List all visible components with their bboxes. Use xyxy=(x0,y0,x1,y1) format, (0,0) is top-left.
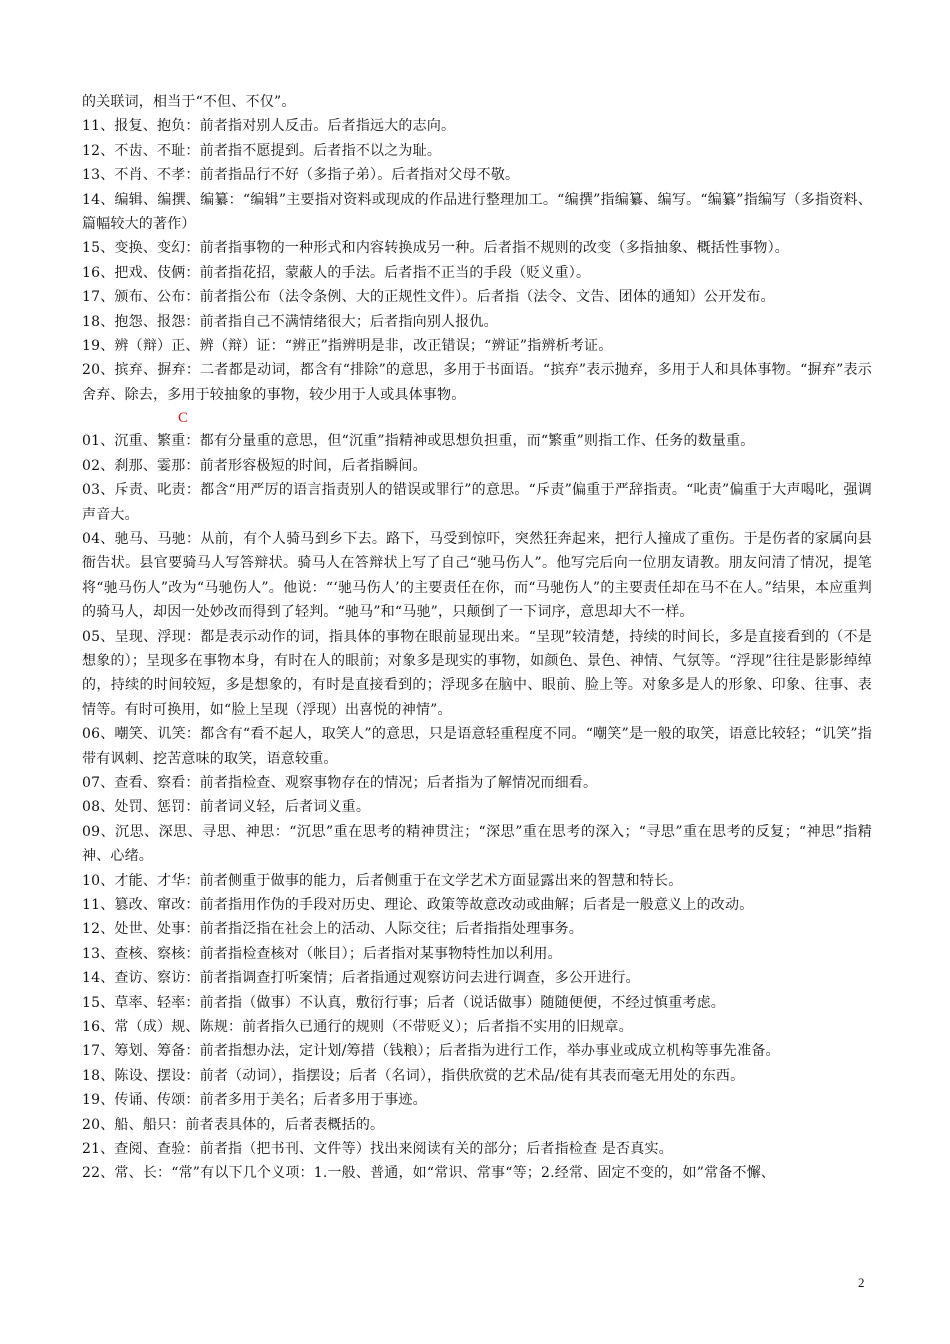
entry-paragraph: 15、草率、轻率：前者指（做事）不认真，敷衍行事；后者（说话做事）随随便便，不经过慎重考虑。 xyxy=(82,994,726,1011)
entry-paragraph: 11、篡改、窜改：前者指用作伪的手段对历史、理论、政策等故意改动或曲解；后者是一般意义上的改动。 xyxy=(82,897,754,913)
entry-paragraph: 17、筹划、筹备：前者指想办法，定计划/筹措（钱粮）；后者指为进行工作，举办事业或成立机构等事先准备。 xyxy=(82,1043,780,1060)
entry-paragraph: 12、处世、处事：前者指泛指在社会上的活动、人际交往；后者指指处理事务。 xyxy=(82,921,584,938)
entry-paragraph: 01、沉重、繁重：都有分量重的意思，但“沉重”指精神或思想负担重，而“繁重”则指工作、任务的数量重。 xyxy=(82,433,755,450)
entry-paragraph: 18、陈设、摆设：前者（动词），指摆设；后者（名词），指供欣赏的艺术品/徒有其表而毫无用处的东西。 xyxy=(82,1067,745,1084)
entry-paragraph: 13、不肖、不孝：前者指品行不好（多指子弟）。后者指对父母不敬。 xyxy=(82,167,520,184)
entry-paragraph: 05、呈现、浮现：都是表示动作的词，指具体的事物在眼前显现出来。“呈现”较清楚，持续的时间长，多是直接看到的（不是想象的）；呈现多在事物本身，有时在人的眼前；对象多是现实的事物，如颜色、景色、神情、气氛等。“浮现”往往是影影绰绰的，持续的时间较短，多是想象的，有时是直接看到的；浮现多在脑中、眼前、脸上等。对象多是人的形象、印象、往事、表情等。有时可换用，如“脸上呈现（浮现）出喜悦的神情”。 xyxy=(82,628,872,718)
entry-paragraph: 20、船、船只：前者表具体的，后者表概括的。 xyxy=(82,1116,385,1133)
entry-paragraph: 02、刹那、霎那：前者形容极短的时间，后者指瞬间。 xyxy=(82,457,427,474)
entry-paragraph: 16、把戏、伎俩：前者指花招，蒙蔽人的手法。后者指不正当的手段（贬义重）。 xyxy=(82,264,591,281)
entry-paragraph: 22、常、长：“常”有以下几个义项：1.一般、普通，如“常识、常事“等；2.经常、固定不变的，如”常备不懈、 xyxy=(82,1165,776,1182)
entry-paragraph: 14、查访、察访：前者指调查打听案情；后者指通过观察访问去进行调查，多公开进行。 xyxy=(82,970,640,987)
entry-paragraph: 21、查阅、查验：前者指（把书刊、文件等）找出来阅读有关的部分；后者指检查 是否真实。 xyxy=(82,1141,673,1158)
entry-paragraph: 07、查看、察看：前者指检查、观察事物存在的情况；后者指为了解情况而细看。 xyxy=(82,774,598,791)
entry-paragraph: 04、驰马、马驰：从前，有个人骑马到乡下去。路下，马受到惊吓，突然狂奔起来，把行人撞成了重伤。于是伤者的家属向县衙告状。县官要骑马人写答辩状。骑马人在答辩状上写了自己“驰马伤人”。他写完后向一位朋友请教。朋友问清了情况，提笔将“驰马伤人”改为“马驰伤人”。他说：“‘驰马伤人’的主要责任在你，而“马驰伤人”的主要责任却在马不在人。”结果，本应重判的骑马人，却因一处妙改而得到了轻判。“驰马”和“马驰”，只颠倒了一下词序，意思却大不一样。 xyxy=(82,530,872,621)
entry-paragraph: 16、常（成）规、陈规：前者指久已通行的规则（不带贬义）；后者指不实用的旧规章。 xyxy=(82,1019,633,1036)
entry-paragraph: 18、抱怨、报怨：前者指自己不满情绪很大；后者指向别人报仇。 xyxy=(82,313,498,330)
entry-paragraph: 19、传诵、传颂：前者多用于美名；后者多用于事迹。 xyxy=(82,1092,427,1109)
entry-paragraph: 06、嘲笑、讥笑：都含有“看不起人，取笑人”的意思，只是语意轻重程度不同。“嘲笑”是一般的取笑，语意比较轻；“讥笑”指带有讽刺、挖苦意味的取笑，语意较重。 xyxy=(82,726,872,767)
entry-paragraph: 14、编辑、编撰、编纂：“编辑”主要指对资料或现成的作品进行整理加工。“编撰”指编纂、编写。“编纂”指编写（多指资料、篇幅较大的著作） xyxy=(82,191,872,233)
entry-paragraph: 的关联词，相当于“不但、不仅”。 xyxy=(82,94,296,110)
page-number: 2 xyxy=(858,1275,865,1290)
entry-paragraph: 10、才能、才华：前者侧重于做事的能力，后者侧重于在文学艺术方面显露出来的智慧和特长。 xyxy=(82,872,683,889)
entry-paragraph: 17、颁布、公布：前者指公布（法令条例、大的正规性文件）。后者指（法令、文告、团体的通知）公开发布。 xyxy=(82,289,775,306)
entry-paragraph: 19、辨（辩）正、辨（辩）证：“辨正”指辨明是非，改正错误；“辨证”指辨析考证。 xyxy=(82,338,613,355)
entry-paragraph: 08、处罚、惩罚：前者词义轻，后者词义重。 xyxy=(82,799,371,816)
entry-paragraph: 11、报复、抱负：前者指对别人反击。后者指远大的志向。 xyxy=(82,118,456,135)
entry-paragraph: 15、变换、变幻：前者指事物的一种形式和内容转换成另一种。后者指不规则的改变（多指抽象、概括性事物）。 xyxy=(82,240,790,257)
document-body xyxy=(82,90,872,1186)
section-letter-heading: C xyxy=(178,410,189,427)
entries-before-section xyxy=(82,90,872,407)
entry-paragraph: 20、摈弃、摒弃：二者都是动词，都含有“排除”的意思，多用于书面语。“摈弃”表示抛弃，多用于人和具体事物。“摒弃”表示舍弃、除去，多用于较抽象的事物，较少用于人或具体事物。 xyxy=(82,362,872,403)
entry-paragraph: 03、斥责、叱责：都含“用严厉的语言指责别人的错误或罪行”的意思。“斥责”偏重于严辞指责。“叱责”偏重于大声喝叱，强调声音大。 xyxy=(82,482,872,523)
entry-paragraph: 09、沉思、深思、寻思、神思：“沉思”重在思考的精神贯注；“深思”重在思考的深入；“寻思”重在思考的反复；“神思”指精神、心绪。 xyxy=(82,823,872,865)
entries-after-section xyxy=(82,429,872,1186)
entry-paragraph: 13、查核、察核：前者指检查核对（帐目）；后者指对某事物特性加以利用。 xyxy=(82,945,562,962)
entry-paragraph: 12、不齿、不耻：前者指不愿提到。后者指不以之为耻。 xyxy=(82,142,442,159)
